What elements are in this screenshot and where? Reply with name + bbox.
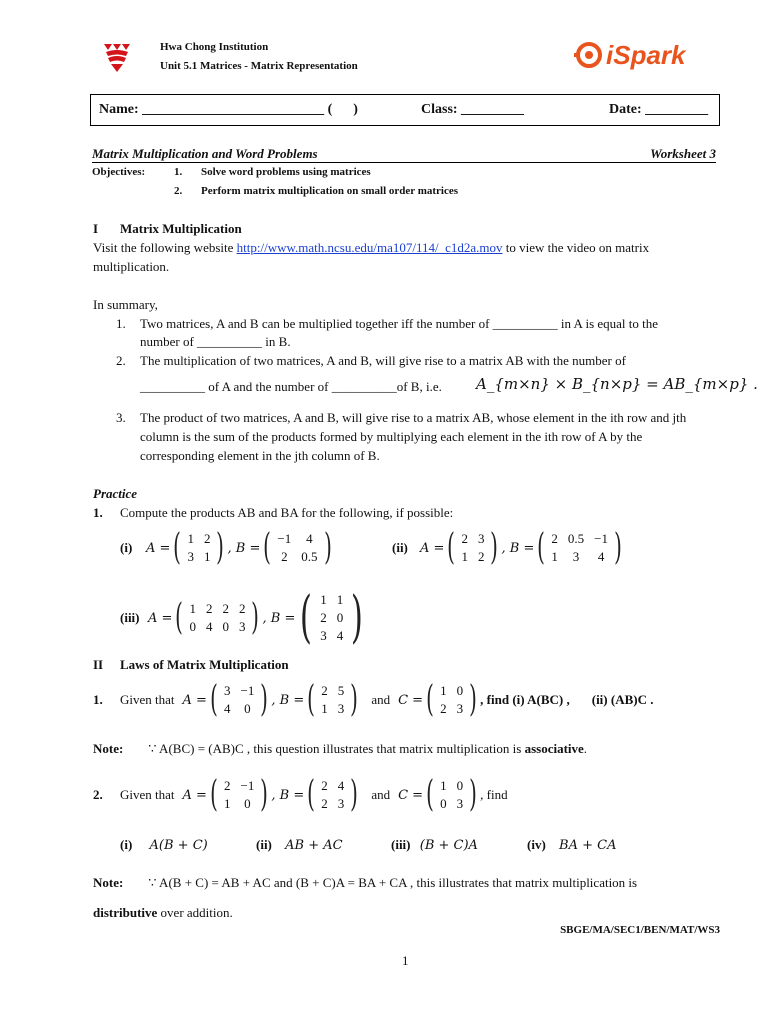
- part-label: (i): [120, 540, 133, 555]
- ispark-swirl-icon: [574, 40, 604, 70]
- practice-label: Practice: [93, 486, 138, 501]
- matrix-entry: 0: [189, 619, 196, 634]
- matrix-c: [423, 774, 480, 815]
- objective-num: 1.: [174, 166, 183, 178]
- class-field[interactable]: Class: _________: [421, 102, 525, 117]
- matrix-entry: 4: [205, 619, 213, 634]
- matrix-label-b: , B =: [227, 540, 261, 556]
- matrix-entry: 1: [187, 531, 194, 546]
- matrix-entry: 1: [203, 549, 211, 564]
- matrix-entry: 4: [223, 701, 231, 716]
- summary-item-2-line-2: __________ of A and the number of __________of B, i.e.: [140, 379, 442, 394]
- matrix-entry: 1: [551, 549, 558, 564]
- matrix-entry: −1: [240, 683, 255, 698]
- matrix-a: [172, 597, 262, 638]
- right-paren: ): [260, 774, 269, 815]
- summary-item-3-line-3: corresponding element in the jth column of B.: [140, 448, 380, 463]
- matrix-entry: 0.5: [567, 531, 585, 546]
- left-paren: (: [300, 585, 313, 650]
- summary-num: 2.: [116, 353, 126, 368]
- matrix-entry: −1: [594, 531, 608, 546]
- matrix-label-a: A =: [148, 610, 173, 626]
- matrix-entry: 1: [440, 683, 447, 698]
- find-text: , find (i) A(BC) ,: [480, 692, 570, 707]
- right-paren: ): [260, 679, 269, 720]
- document-code: SBGE/MA/SEC1/BEN/MAT/WS3: [560, 924, 720, 936]
- left-paren: (: [210, 679, 218, 720]
- ispark-logo: [574, 38, 698, 72]
- matrix-entry: 2: [203, 531, 211, 546]
- left-paren: (: [175, 597, 184, 638]
- right-paren: ): [469, 679, 478, 720]
- matrix-entry: 3: [572, 549, 580, 564]
- given-text: Given that: [120, 787, 175, 802]
- laws-question-2: [93, 774, 508, 815]
- institution-name: Hwa Chong Institution: [160, 41, 269, 53]
- left-paren: (: [426, 774, 434, 815]
- matrix-entry: 1: [321, 701, 328, 716]
- matrix-a: [207, 774, 271, 815]
- matrix-entry: 4: [597, 549, 605, 564]
- summary-label: In summary,: [93, 297, 158, 312]
- right-paren: ): [251, 597, 260, 638]
- matrix-entry: 2: [551, 531, 558, 546]
- matrix-entry: 1: [336, 592, 344, 607]
- note-label: Note:: [93, 741, 124, 756]
- matrix-label-b: , B =: [271, 787, 305, 803]
- question-number: 1.: [93, 692, 103, 707]
- matrix-entry: 0: [222, 619, 229, 634]
- summary-item-3-line-1: The product of two matrices, A and B, will give rise to a matrix AB, whose element in the ith row and jth: [140, 410, 687, 425]
- objective-text: Solve word problems using matrices: [201, 166, 371, 178]
- question-number: 1.: [93, 505, 103, 520]
- objective-num: 2.: [174, 185, 183, 197]
- matrix-label-a: A =: [146, 540, 171, 556]
- visit-pre: Visit the following website: [93, 240, 234, 255]
- matrix-entry: 2: [321, 796, 328, 811]
- matrix-a: [170, 527, 227, 568]
- matrix-b: [295, 585, 368, 650]
- q2-part: (iv) BA + CA: [527, 837, 617, 853]
- laws-question-1: [93, 679, 654, 720]
- unit-title: Unit 5.1 Matrices - Matrix Representation: [160, 60, 358, 72]
- right-paren: ): [490, 527, 499, 568]
- matrix-entry: −1: [240, 778, 255, 793]
- left-paren: (: [307, 774, 316, 815]
- matrix-entry: 0: [244, 796, 251, 811]
- matrix-entry: 3: [456, 701, 464, 716]
- page-number: 1: [402, 953, 409, 968]
- right-paren: ): [350, 774, 359, 815]
- matrix-entry: 2: [320, 610, 327, 625]
- matrix-entry: 3: [477, 531, 485, 546]
- note-bold: associative: [524, 741, 584, 756]
- practice-part-iii: [120, 585, 368, 650]
- matrix-entry: 2: [223, 778, 231, 793]
- matrix-entry: 1: [461, 549, 468, 564]
- matrix-entry: 2: [461, 531, 468, 546]
- section-heading: Matrix Multiplication: [120, 221, 242, 236]
- matrix-entry: 5: [337, 683, 345, 698]
- matrix-entry: 1: [223, 796, 231, 811]
- matrix-entry: −1: [277, 531, 292, 546]
- section-roman: II: [93, 657, 104, 672]
- q2-part: (ii) AB + AC: [256, 837, 343, 853]
- matrix-entry: 2: [321, 683, 328, 698]
- matrix-label-a: A =: [420, 540, 445, 556]
- summary-item-3-line-2: column is the sum of the products formed by multiplying each element in the ith row of A by the: [140, 429, 643, 444]
- note-2-line-2: [93, 905, 233, 921]
- matrix-a: [444, 527, 501, 568]
- summary-num: 1.: [116, 316, 126, 331]
- matrix-entry: 0: [244, 701, 251, 716]
- matrix-entry: 1: [440, 778, 447, 793]
- matrix-c: [423, 679, 480, 720]
- matrix-entry: 3: [223, 683, 231, 698]
- left-paren: (: [426, 679, 434, 720]
- matrix-entry: 0: [440, 796, 447, 811]
- matrix-b: [534, 527, 625, 568]
- matrix-label-c: C =: [398, 787, 424, 803]
- left-paren: (: [307, 679, 316, 720]
- and-text: and: [371, 692, 391, 707]
- note-text: ∵ A(BC) = (AB)C , this question illustrates that matrix multiplication is: [148, 741, 522, 756]
- matrix-label-a: A =: [182, 692, 207, 708]
- matrix-entry: 1: [189, 601, 196, 616]
- matrix-a: [207, 679, 271, 720]
- matrix-entry: 1: [320, 592, 327, 607]
- ispark-logo-text: iSpark: [606, 39, 686, 70]
- student-info-box: [90, 94, 720, 126]
- part-label: (iii): [120, 610, 140, 625]
- visit-line-2: multiplication.: [93, 259, 170, 274]
- matrix-b: [304, 774, 361, 815]
- summary-num: 3.: [116, 410, 126, 425]
- matrix-entry: 0: [336, 610, 344, 625]
- left-paren: (: [537, 527, 546, 568]
- matrix-entry: 2: [440, 701, 447, 716]
- q2-part: (iii) (B + C)A: [391, 837, 478, 853]
- section-roman: I: [93, 221, 99, 236]
- summary-item-1-line-2: number of __________ in B.: [140, 334, 291, 349]
- worksheet-number: Worksheet 3: [650, 146, 716, 161]
- question-text: Compute the products AB and BA for the following, if possible:: [120, 505, 454, 520]
- video-link[interactable]: http://www.math.ncsu.edu/ma107/114/_c1d2a.mov: [236, 240, 503, 255]
- practice-part-ii: [392, 527, 625, 568]
- matrix-b: [260, 527, 334, 568]
- matrix-entry: 2: [477, 549, 485, 564]
- part-label: (ii): [392, 540, 408, 555]
- matrix-entry: 2: [205, 601, 213, 616]
- right-paren: ): [323, 527, 332, 568]
- left-paren: (: [263, 527, 272, 568]
- right-paren: ): [350, 679, 359, 720]
- left-paren: (: [210, 774, 218, 815]
- right-paren: ): [351, 585, 364, 650]
- matrix-entry: 3: [337, 796, 345, 811]
- matrix-entry: 2: [281, 549, 288, 564]
- matrix-entry: 3: [238, 619, 246, 634]
- visit-line: [93, 240, 649, 256]
- matrix-entry: 2: [222, 601, 229, 616]
- note-tail: over addition.: [160, 905, 233, 920]
- note-1: Note: ∵ A(BC) = (AB)C , this question illustrates that matrix multiplication is associative.: [93, 741, 588, 756]
- worksheet-title: Matrix Multiplication and Word Problems: [92, 146, 318, 161]
- question-number: 2.: [93, 787, 103, 802]
- note-bold: distributive: [93, 905, 158, 920]
- matrix-entry: 0: [456, 683, 464, 698]
- matrix-entry: 2: [321, 778, 328, 793]
- matrix-label-a: A =: [182, 787, 207, 803]
- matrix-label-b: , B =: [501, 540, 535, 556]
- matrix-entry: 3: [456, 796, 464, 811]
- date-field[interactable]: Date: _________: [609, 102, 709, 117]
- left-paren: (: [173, 527, 182, 568]
- q2-part: (i) A(B + C): [120, 837, 208, 853]
- note-label: Note:: [93, 875, 124, 890]
- right-paren: ): [469, 774, 478, 815]
- matrix-label-b: , B =: [271, 692, 305, 708]
- matrix-entry: 3: [337, 701, 345, 716]
- matrix-entry: 0: [456, 778, 464, 793]
- note-text: ∵ A(B + C) = AB + AC and (B + C)A = BA + CA , this illustrates that matrix multiplication is: [148, 875, 638, 890]
- section-heading: Laws of Matrix Multiplication: [120, 657, 289, 672]
- matrix-entry: 0.5: [301, 549, 318, 564]
- find-text-2: (ii) (AB)C .: [591, 692, 654, 707]
- matrix-entry: 2: [238, 601, 246, 616]
- summary-item-1-line-1: Two matrices, A and B can be multiplied together iff the number of __________ in A is equal to the: [140, 316, 659, 331]
- visit-post: to view the video on matrix: [505, 240, 650, 255]
- objective-text: Perform matrix multiplication on small order matrices: [201, 185, 459, 197]
- left-paren: (: [447, 527, 456, 568]
- objectives-label: Objectives:: [92, 166, 146, 178]
- matrix-entry: 3: [187, 549, 194, 564]
- find-text: , find: [480, 787, 508, 802]
- matrix-entry: 3: [320, 628, 327, 643]
- matrix-entry: 4: [306, 531, 313, 546]
- matrix-entry: 4: [336, 628, 344, 643]
- summary-item-2-line-1: The multiplication of two matrices, A and B, will give rise to a matrix AB with the number of: [140, 353, 626, 368]
- hwa-chong-logo: [100, 40, 134, 74]
- note-2: [93, 875, 637, 891]
- worksheet-title-row: [92, 146, 716, 163]
- name-field[interactable]: Name: __________________________ ( ): [99, 102, 358, 117]
- and-text: and: [371, 787, 391, 802]
- matrix-label-c: C =: [398, 692, 424, 708]
- matrix-b: [304, 679, 361, 720]
- matrix-label-b: , B =: [262, 610, 296, 626]
- practice-part-i: [120, 527, 335, 568]
- matrix-entry: 4: [337, 778, 345, 793]
- right-paren: ): [614, 527, 622, 568]
- right-paren: ): [216, 527, 225, 568]
- matrix-product-formula: A_{m×n} × B_{n×p} = AB_{m×p} .: [476, 375, 758, 393]
- given-text: Given that: [120, 692, 175, 707]
